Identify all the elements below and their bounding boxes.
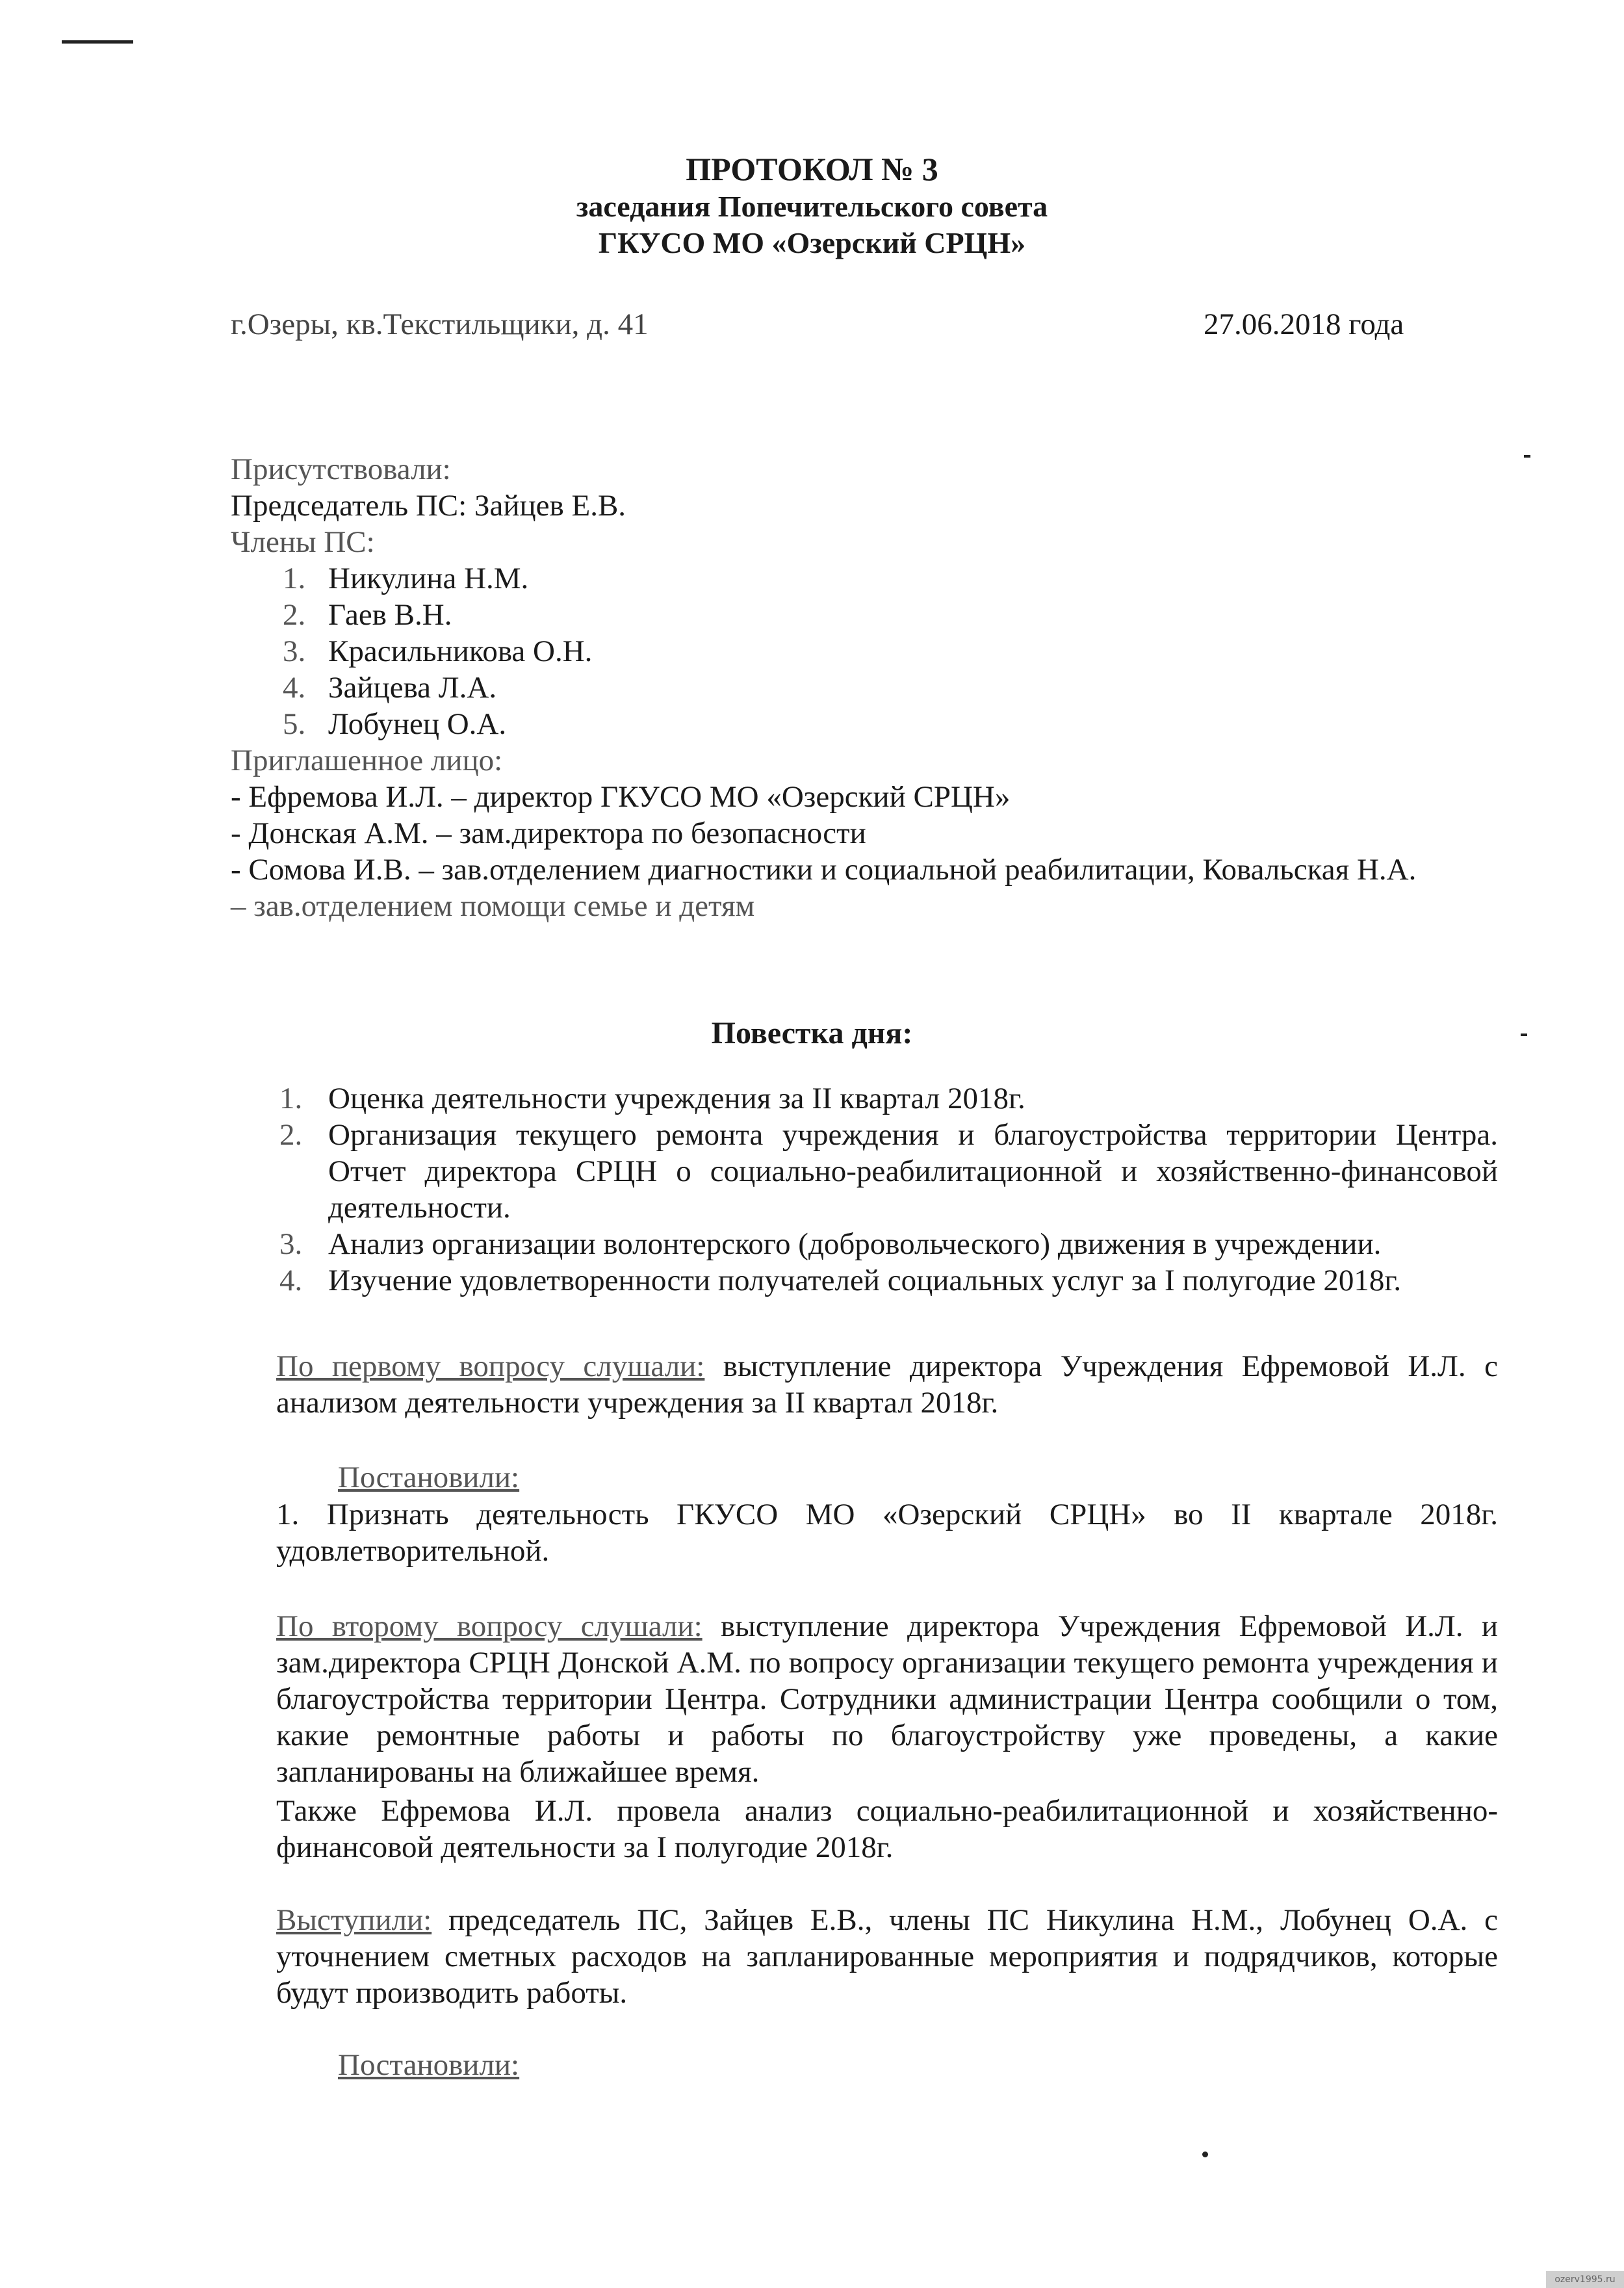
organization-name: ГКУСО МО «Озерский СРЦН» — [598, 226, 1026, 259]
spoke-label: Выступили: — [276, 1903, 432, 1937]
document-subtitle: заседания Попечительского совета — [576, 190, 1048, 223]
question-1-resolved-label: Постановили: — [338, 1461, 520, 1494]
invited-line: - Ефремова И.Л. – директор ГКУСО МО «Озерский СРЦН» — [231, 780, 1011, 814]
chair-line: Председатель ПС: Зайцев Е.В. — [231, 489, 626, 523]
scan-mark — [1524, 455, 1530, 458]
document-title: ПРОТОКОЛ № 3 — [686, 151, 938, 187]
member-item: 3. Красильникова О.Н. — [283, 634, 593, 668]
question-2-resolved-label: Постановили: — [338, 2048, 520, 2082]
agenda-item: 4. Изучение удовлетворенности получателей социальных услуг за I полугодие 2018г. — [279, 1264, 1402, 1297]
member-item: 1. Никулина Н.М. — [283, 562, 529, 595]
member-item: 2. Гаев В.Н. — [283, 598, 452, 632]
site-watermark: ozerv1995.ru — [1546, 2271, 1624, 2288]
question-1-label: По первому вопросу слушали: — [276, 1349, 705, 1383]
agenda-item: 3. Анализ организации волонтерского (добровольческого) движения в учреждении. — [279, 1227, 1382, 1261]
agenda-item: 1. Оценка деятельности учреждения за II квартал 2018г. — [279, 1082, 1025, 1115]
spoke-text: председатель ПС, Зайцев Е.В., члены ПС Никулина Н.М., Лобунец О.А. с уточнением сметных расходов на запланированные мероприятия и подрядчиков, которые будут производить работы. — [276, 1903, 1498, 2010]
question-1-resolution: 1. Признать деятельность ГКУСО МО «Озерский СРЦН» во II квартале 2018г. удовлетворительной. — [276, 1498, 1498, 1568]
member-item: 4. Зайцева Л.А. — [283, 671, 497, 705]
invited-line: – зав.отделением помощи семье и детям — [231, 889, 755, 923]
question-1-text: выступление директора Учреждения Ефремовой И.Л. с анализом деятельности учреждения за II квартал 2018г. — [276, 1349, 1498, 1420]
attendance-section — [231, 451, 1498, 924]
meeting-date: 27.06.2018 года — [1204, 307, 1404, 341]
document-header — [0, 150, 1624, 261]
spoke-paragraph — [276, 1902, 1498, 2011]
invited-label: Приглашенное лицо: — [231, 744, 503, 777]
agenda-list — [231, 1080, 1498, 1299]
scan-mark — [1202, 2152, 1208, 2157]
question-2-paragraph — [276, 1608, 1498, 1790]
question-2-label: По второму вопросу слушали: — [276, 1609, 702, 1643]
present-label: Присутствовали: — [231, 452, 451, 486]
question-2-paragraph-2: Также Ефремова И.Л. провела анализ социально-реабилитационной и хозяйственно-финансовой деятельности за I полугодие 2018г. — [276, 1794, 1498, 1864]
agenda-item: 2. Организация текущего ремонта учреждения и благоустройства территории Центра. Отчет директора СРЦН о социально-реабилитационной и хозяйственно-финансовой деятельности. — [279, 1118, 1498, 1225]
invited-line: - Сомова И.В. – зав.отделением диагностики и социальной реабилитации, Ковальская Н.А. — [231, 853, 1417, 887]
invited-line: - Донская А.М. – зам.директора по безопасности — [231, 816, 866, 850]
scan-mark — [62, 40, 133, 44]
member-item: 5. Лобунец О.А. — [283, 707, 507, 741]
question-2-text: выступление директора Учреждения Ефремовой И.Л. и зам.директора СРЦН Донской А.М. по вопросу организации текущего ремонта учреждения и благоустройства территории Центра. Сотрудники администрации Центра сообщили о том, какие ремонтные работы и работы по благоустройству уже проведены, а какие запланированы на ближайшее время. — [276, 1609, 1499, 1789]
meeting-place: г.Озеры, кв.Текстильщики, д. 41 — [231, 307, 649, 341]
question-1-paragraph — [276, 1348, 1498, 1421]
agenda-heading: Повестка дня: — [711, 1016, 913, 1050]
members-label: Члены ПС: — [231, 525, 375, 559]
